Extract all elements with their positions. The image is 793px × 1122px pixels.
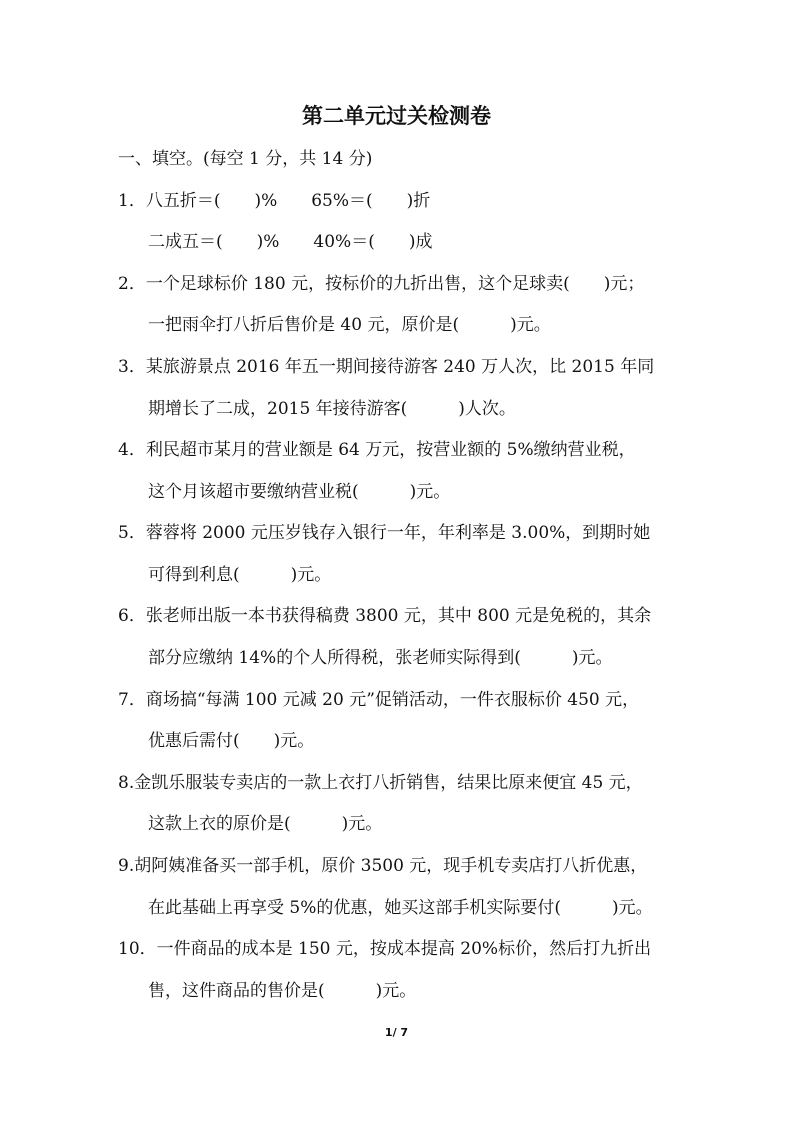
section-header: 一、填空。(每空 1 分，共 14 分) (118, 149, 373, 169)
question-1-line-2: 二成五＝( )% 40%＝( )成 (148, 232, 433, 252)
question-1-line-1: 1．八五折＝( )% 65%＝( )折 (118, 191, 431, 211)
question-3-line-2: 期增长了二成，2015 年接待游客( )人次。 (148, 399, 516, 419)
question-6-line-2: 部分应缴纳 14%的个人所得税，张老师实际得到( )元。 (148, 648, 613, 668)
question-8-line-1: 8.金凯乐服装专卖店的一款上衣打八折销售，结果比原来便宜 45 元， (118, 773, 643, 793)
question-9-line-1: 9.胡阿姨准备买一部手机，原价 3500 元，现手机专卖店打八折优惠， (118, 856, 648, 876)
question-5-line-2: 可得到利息( )元。 (148, 565, 332, 585)
question-2-line-2: 一把雨伞打八折后售价是 40 元，原价是( )元。 (148, 315, 551, 335)
question-10-line-1: 10．一件商品的成本是 150 元，按成本提高 20%标价，然后打九折出 (118, 939, 652, 959)
question-4-line-2: 这个月该超市要缴纳营业税( )元。 (148, 482, 451, 502)
question-2-line-1: 2．一个足球标价 180 元，按标价的九折出售，这个足球卖( )元； (118, 274, 645, 294)
question-5-line-1: 5．蓉蓉将 2000 元压岁钱存入银行一年，年利率是 3.00%，到期时她 (118, 523, 651, 543)
question-7-line-1: 7．商场搞“每满 100 元减 20 元”促销活动，一件衣服标价 450 元， (118, 690, 640, 710)
question-8-line-2: 这款上衣的原价是( )元。 (148, 814, 383, 834)
question-6-line-1: 6．张老师出版一本书获得稿费 3800 元，其中 800 元是免税的，其余 (118, 606, 652, 626)
question-9-line-2: 在此基础上再享受 5%的优惠，她买这部手机实际要付( )元。 (148, 898, 653, 918)
page-title: 第二单元过关检测卷 (302, 104, 491, 128)
question-3-line-1: 3．某旅游景点 2016 年五一期间接待游客 240 万人次，比 2015 年同 (118, 357, 655, 377)
question-4-line-1: 4．利民超市某月的营业额是 64 万元，按营业额的 5%缴纳营业税， (118, 440, 636, 460)
page-number: 1/ 7 (384, 1026, 409, 1039)
question-10-line-2: 售，这件商品的售价是( )元。 (148, 981, 417, 1001)
question-7-line-2: 优惠后需付( )元。 (148, 731, 315, 751)
